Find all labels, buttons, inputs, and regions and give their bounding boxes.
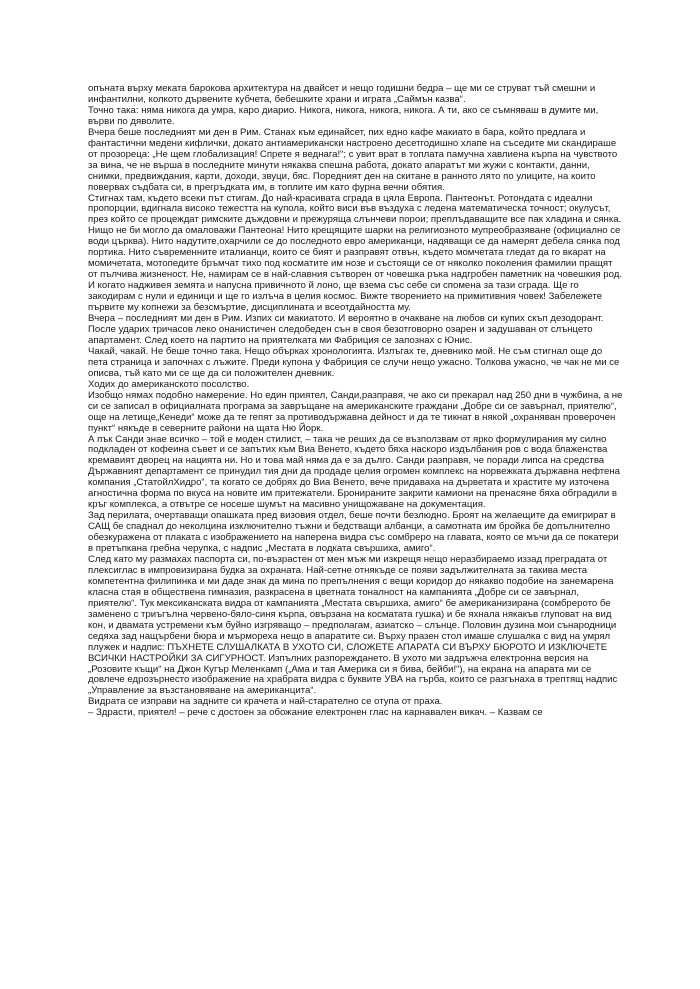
- paragraph-8: Изобщо нямах подобно намерение. Но един приятел, Санди,разправя, че ако си прекарал над 250 дни в чужбина, а не си се записал в официалната програма за завръщане на американските граждани „Добре си се завърнал, приятелю“, още на летище„Кенеди“ може да те гепят за противодържавна дейност и да те тикнат в някой „охраняван проверочен пункт“ някъде в северните райони на щата Ню Йорк.: [88, 389, 623, 434]
- paragraph-10: Зад перилата, очертаващи опашката пред визовия отдел, беше почти безлюдно. Броят на желаещите да емигрират в САЩ бе спаднал до неколцина изключително тъжни и бедстващи албанци, а самотната им бройка бе допълнително обезкуражена от плаката с изображението на наперена видра със сомбреро на главата, която се мъчи да се покатери в претъпкана гребна черупка, с надпис „Местата в лодката свършиха, амиго“.: [88, 510, 619, 555]
- document-page: [88, 84, 624, 719]
- paragraph-1: опъната върху меката барокова архитектура на двайсет и нещо годишни бедра – ще ми се струват тъй смешни и инфантилни, колкото дървените кубчета, бебешките храни и играта „Саймън казва“.: [88, 83, 596, 105]
- paragraph-12: Видрата се изправи на задните си крачета и най-старателно се отупа от праха.: [88, 696, 443, 708]
- paragraph-9: А пък Санди знае всичко – той е моден стилист, – така че реших да се възползвам от ярко формулирания му силно подкладен от кофеина съвет и се запътих към Виа Венето, където бяха наскоро издълбания ров с вода блаженства кремавият дворец на нацията ни. Но и това май няма да е за дълго. Санди разправя, че поради липса на средства Държавният департамент се принудил тия дни да продаде целия огромен комплекс на норвежката държавна нефтена компания „СтатойлХидро“, та когато се добрях до Виа Венето, вече придаваха на дърветата и храстите му източена агностична форма по вкуса на новите им притежатели. Бронираните закрити камиони на пренасяне бяха обградили в кръг комплекса, а отвътре се носеше шумът на масивно унищожаване на документация.: [88, 433, 621, 511]
- paragraph-11: След като му размахах паспорта си, по-възрастен от мен мъж ми изкрещя нещо неразбираемо иззад преградата от плексиглас в импровизирана будка за охраната. Най-сетне отнякъде се появи задължителната за такива места компетентна филипинка и ми даде знак да мина по препълнения с вещи коридор до някакво подобие на занемарена класна стая в обществена гимназия, разкрасена в цветната тоналност на кампанията „Добре си се завърнал, приятелю“. Тук мексиканската видра от кампанията „Местата свършиха, амиго“ бе американизирана (сомбрерото бе заменено с триъгълна червено-бяло-синя кърпа, овързана на косматата гушка) и бе яхнала някакъв глуповат на вид кон, и двамата устремени към буйно изгряващо – предполагам, азиатско – слънце. Половин дузина мои сънародници седяха зад нащърбени бюра и мърмореха нещо в апаратите си. Върху празен стол имаше слушалка с вид на умрял плужек и надпис: ПЪХНЕТЕ СЛУШАЛКАТА В УХОТО СИ, СЛОЖЕТЕ АПАРАТА СИ ВЪРХУ БЮРОТО И ИЗКЛЮЧЕТЕ ВСИЧКИ НАСТРОЙКИ ЗА СИГУРНОСТ. Изпълних разпорежданeто. В ухото ми задръжча електронна версия на „Розовите къщи“ на Джон Кугър Меленкамп („Ама и тая Америка си я бива, бейби!“), на екрана на апарата ми се довлече едрозърнесто изображение на храбрата видра с буквите УВА на гърба, които се разгънаха в трептящ надпис „Управление за възстановяване на американцита“.: [88, 553, 618, 697]
- paragraph-5: Вчера – последният ми ден в Рим. Изпих си макиатото. И вероятно в очакване на любов си купих скъп дезодорант. После ударих тричасов леко онанистичен следобеден сън в своя безотговорно озарен и задушаван от слънцето апартамент. След което на партито на приятелката ми Фабриция се запознах с Юнис.: [88, 313, 604, 346]
- paragraph-3: Вчера беше последният ми ден в Рим. Станах към единайсет, пих едно кафе макиато в бара, който предлага и фантастични медени кифлички, докато антиамерикански настроено десетгодишно хлапе на съседите ми скандираше от прозореца: „Не щем глобализация! Спрете я веднага!“; с увит врат в топлата памучна хавлиена кърпа на чувството за вина, че не върша в последните минути някаква спешна работа, докато апаратът ми жужи с контакти, данни, снимки, предвиждания, карти, доходи, звуци, бяс. Поредният ден на скитане в ранното лято по улиците, на които повервах съдбата си, в прегръдката им, в топлите им като фурна вечни обятия.: [88, 126, 618, 193]
- paragraph-13: – Здрасти, приятел! – рече с достоен за обожание електронен глас на карнавален викач. – Казвам се: [88, 707, 543, 719]
- paragraph-7: Ходих до американското посолство.: [88, 378, 250, 390]
- paragraph-4: Стигнах там, където всеки път стигам. До най-красивата сграда в цяла Европа. Пантеонът. Ротондата с идеални пропорции, вдигнала високо тежестта на купола, който виси във въздуха с ледена математическа точност; окулусът, през който се процеждат римските дъждовни и прежуряща слънчеви порои; преплъдаващите все пак хладина и сянка. Нищо не би могло да омаловажи Пантеона! Нито крещящите шарки на религиозното мупреобразяване (официално се води църква). Нито надутите,охарчили се до последното евро американци, надяващи се да намерят дебела сянка под портика. Нито съвременните италианци, които се бият и разправят отвън, където момчетата гледат да го вкарат на момичетата, мотопедите бръмчат тихо под косматите им нозе и състоящи се от няколко поколения фамилии пращят от пълчива жизненост. Не, намирам се в най-славния сътворен от човешка ръка надгробен паметник на човешкия род. И когато надживея земята и напусна привичното й лоно, ще взема със себе си спомена за тази сграда. Ще го закодирам с нули и единици и ще го излъча в целия космос. Вижте творението на примитивния човек! Забележете първите му копнежи за безсмъртие, дисциплината и всеотдайността му.: [88, 192, 622, 314]
- paragraph-2: Точно така: няма никога да умра, каро диарио. Никога, никога, никога, никога. А ти, ако се съмняваш в думите ми, върви по дяволите.: [88, 104, 599, 127]
- paragraph-6: Чакай, чакай. Не беше точно така. Нещо объркax хронологията. Излъгах те, дневнико мой. Не съм стигнал още до пета страница и започнах с лъжите. Преди купона у Фабриция се случи нещо ужасно. Толкова ужасно, че чак не ми се описва, тъй като ми се ще да си положителен дневник.: [88, 345, 620, 379]
